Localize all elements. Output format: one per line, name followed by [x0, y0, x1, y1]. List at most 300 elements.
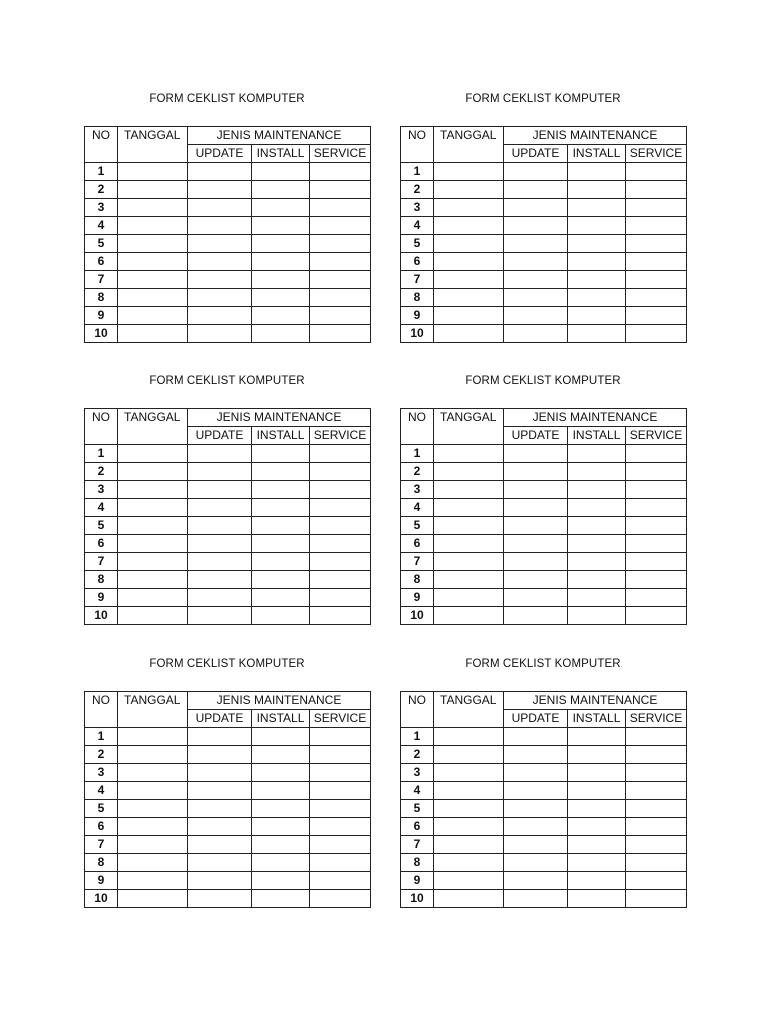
- row-number: 8: [401, 571, 434, 589]
- service-cell[interactable]: [626, 445, 687, 463]
- tanggal-cell[interactable]: [118, 217, 188, 235]
- row-number: 7: [401, 271, 434, 289]
- install-cell[interactable]: [252, 481, 310, 499]
- tanggal-cell[interactable]: [118, 607, 188, 625]
- table-row: [85, 800, 371, 818]
- tanggal-cell[interactable]: [118, 764, 188, 782]
- tanggal-cell[interactable]: [118, 445, 188, 463]
- tanggal-cell[interactable]: [434, 764, 504, 782]
- install-cell[interactable]: [252, 535, 310, 553]
- install-cell[interactable]: [252, 607, 310, 625]
- tanggal-cell[interactable]: [118, 481, 188, 499]
- tanggal-cell[interactable]: [434, 289, 504, 307]
- table-row: [85, 325, 371, 343]
- service-cell[interactable]: [626, 163, 687, 181]
- install-cell[interactable]: [252, 728, 310, 746]
- row-number: 1: [85, 163, 118, 181]
- row-number: 10: [401, 607, 434, 625]
- update-cell[interactable]: [504, 854, 568, 872]
- install-cell[interactable]: [568, 499, 626, 517]
- tanggal-cell[interactable]: [434, 890, 504, 908]
- checklist-form: [400, 658, 686, 908]
- service-cell[interactable]: [310, 890, 371, 908]
- install-cell[interactable]: [568, 535, 626, 553]
- row-number: 1: [401, 728, 434, 746]
- update-cell[interactable]: [188, 589, 252, 607]
- update-cell[interactable]: [504, 253, 568, 271]
- tanggal-cell[interactable]: [434, 517, 504, 535]
- update-cell[interactable]: [504, 764, 568, 782]
- row-number: 4: [85, 499, 118, 517]
- tanggal-cell[interactable]: [118, 253, 188, 271]
- install-cell[interactable]: [568, 481, 626, 499]
- service-cell[interactable]: [310, 571, 371, 589]
- install-cell[interactable]: [252, 764, 310, 782]
- update-cell[interactable]: [504, 782, 568, 800]
- tanggal-cell[interactable]: [434, 325, 504, 343]
- update-cell[interactable]: [188, 517, 252, 535]
- service-cell[interactable]: [310, 800, 371, 818]
- update-cell[interactable]: [188, 535, 252, 553]
- update-cell[interactable]: [188, 607, 252, 625]
- update-cell[interactable]: [188, 253, 252, 271]
- row-number: 8: [401, 289, 434, 307]
- tanggal-cell[interactable]: [118, 307, 188, 325]
- tanggal-cell[interactable]: [118, 235, 188, 253]
- install-cell[interactable]: [568, 163, 626, 181]
- tanggal-cell[interactable]: [118, 325, 188, 343]
- tanggal-cell[interactable]: [118, 589, 188, 607]
- update-cell[interactable]: [188, 463, 252, 481]
- update-cell[interactable]: [188, 800, 252, 818]
- service-cell[interactable]: [310, 235, 371, 253]
- table-row: [401, 325, 687, 343]
- install-cell[interactable]: [252, 217, 310, 235]
- service-cell[interactable]: [310, 746, 371, 764]
- tanggal-cell[interactable]: [118, 517, 188, 535]
- install-cell[interactable]: [568, 818, 626, 836]
- service-cell[interactable]: [310, 728, 371, 746]
- service-cell[interactable]: [626, 463, 687, 481]
- install-cell[interactable]: [252, 589, 310, 607]
- install-cell[interactable]: [252, 163, 310, 181]
- tanggal-cell[interactable]: [118, 872, 188, 890]
- tanggal-cell[interactable]: [434, 163, 504, 181]
- service-cell[interactable]: [626, 289, 687, 307]
- update-cell[interactable]: [188, 872, 252, 890]
- tanggal-cell[interactable]: [118, 499, 188, 517]
- update-cell[interactable]: [188, 728, 252, 746]
- service-cell[interactable]: [310, 307, 371, 325]
- install-cell[interactable]: [252, 235, 310, 253]
- service-cell[interactable]: [626, 235, 687, 253]
- update-cell[interactable]: [504, 499, 568, 517]
- tanggal-cell[interactable]: [434, 728, 504, 746]
- row-number: 4: [85, 782, 118, 800]
- service-cell[interactable]: [310, 553, 371, 571]
- service-cell[interactable]: [310, 872, 371, 890]
- tanggal-cell[interactable]: [434, 235, 504, 253]
- install-cell[interactable]: [568, 854, 626, 872]
- tanggal-cell[interactable]: [118, 854, 188, 872]
- update-cell[interactable]: [504, 481, 568, 499]
- update-cell[interactable]: [188, 764, 252, 782]
- tanggal-cell[interactable]: [434, 271, 504, 289]
- service-cell[interactable]: [626, 517, 687, 535]
- update-cell[interactable]: [504, 800, 568, 818]
- row-number: 2: [401, 181, 434, 199]
- update-cell[interactable]: [188, 571, 252, 589]
- service-cell[interactable]: [626, 199, 687, 217]
- update-cell[interactable]: [504, 571, 568, 589]
- service-cell[interactable]: [626, 535, 687, 553]
- tanggal-cell[interactable]: [434, 217, 504, 235]
- update-cell[interactable]: [188, 890, 252, 908]
- service-cell[interactable]: [310, 535, 371, 553]
- header-update: UPDATE: [188, 427, 252, 445]
- row-number: 5: [85, 517, 118, 535]
- install-cell[interactable]: [568, 800, 626, 818]
- tanggal-cell[interactable]: [118, 571, 188, 589]
- update-cell[interactable]: [504, 607, 568, 625]
- service-cell[interactable]: [626, 217, 687, 235]
- service-cell[interactable]: [626, 607, 687, 625]
- service-cell[interactable]: [626, 271, 687, 289]
- install-cell[interactable]: [252, 800, 310, 818]
- service-cell[interactable]: [626, 854, 687, 872]
- update-cell[interactable]: [188, 217, 252, 235]
- install-cell[interactable]: [568, 607, 626, 625]
- tanggal-cell[interactable]: [434, 307, 504, 325]
- tanggal-cell[interactable]: [118, 782, 188, 800]
- tanggal-cell[interactable]: [118, 163, 188, 181]
- tanggal-cell[interactable]: [434, 782, 504, 800]
- service-cell[interactable]: [626, 782, 687, 800]
- update-cell[interactable]: [504, 325, 568, 343]
- update-cell[interactable]: [504, 746, 568, 764]
- table-row: [85, 746, 371, 764]
- row-number: 7: [85, 271, 118, 289]
- install-cell[interactable]: [568, 836, 626, 854]
- install-cell[interactable]: [568, 235, 626, 253]
- update-cell[interactable]: [504, 217, 568, 235]
- update-cell[interactable]: [504, 463, 568, 481]
- update-cell[interactable]: [504, 163, 568, 181]
- update-cell[interactable]: [188, 836, 252, 854]
- tanggal-cell[interactable]: [434, 463, 504, 481]
- row-number: 3: [85, 764, 118, 782]
- row-number: 3: [401, 199, 434, 217]
- update-cell[interactable]: [188, 181, 252, 199]
- table-row: [401, 854, 687, 872]
- service-cell[interactable]: [626, 571, 687, 589]
- install-cell[interactable]: [252, 571, 310, 589]
- service-cell[interactable]: [310, 325, 371, 343]
- header-update: UPDATE: [188, 145, 252, 163]
- service-cell[interactable]: [626, 325, 687, 343]
- update-cell[interactable]: [504, 728, 568, 746]
- install-cell[interactable]: [568, 517, 626, 535]
- service-cell[interactable]: [310, 517, 371, 535]
- tanggal-cell[interactable]: [118, 890, 188, 908]
- service-cell[interactable]: [310, 854, 371, 872]
- update-cell[interactable]: [504, 181, 568, 199]
- install-cell[interactable]: [252, 307, 310, 325]
- checklist-table: [84, 126, 371, 343]
- install-cell[interactable]: [568, 728, 626, 746]
- row-number: 4: [85, 217, 118, 235]
- tanggal-cell[interactable]: [118, 199, 188, 217]
- header-row: [401, 127, 687, 145]
- install-cell[interactable]: [568, 463, 626, 481]
- tanggal-cell[interactable]: [434, 571, 504, 589]
- row-number: 7: [401, 553, 434, 571]
- update-cell[interactable]: [188, 481, 252, 499]
- service-cell[interactable]: [626, 589, 687, 607]
- tanggal-cell[interactable]: [434, 499, 504, 517]
- row-number: 1: [401, 445, 434, 463]
- service-cell[interactable]: [626, 499, 687, 517]
- table-row: [401, 253, 687, 271]
- table-row: [85, 499, 371, 517]
- install-cell[interactable]: [252, 553, 310, 571]
- table-row: [401, 163, 687, 181]
- service-cell[interactable]: [626, 746, 687, 764]
- install-cell[interactable]: [568, 553, 626, 571]
- update-cell[interactable]: [504, 307, 568, 325]
- row-number: 8: [85, 571, 118, 589]
- install-cell[interactable]: [568, 181, 626, 199]
- update-cell[interactable]: [504, 271, 568, 289]
- tanggal-cell[interactable]: [434, 199, 504, 217]
- tanggal-cell[interactable]: [434, 553, 504, 571]
- row-number: 8: [85, 289, 118, 307]
- install-cell[interactable]: [568, 890, 626, 908]
- service-cell[interactable]: [310, 818, 371, 836]
- install-cell[interactable]: [252, 289, 310, 307]
- service-cell[interactable]: [310, 253, 371, 271]
- install-cell[interactable]: [252, 890, 310, 908]
- header-jenis-maintenance: JENIS MAINTENANCE: [188, 409, 371, 427]
- header-tanggal: TANGGAL: [434, 692, 504, 728]
- row-number: 7: [401, 836, 434, 854]
- row-number: 2: [85, 746, 118, 764]
- tanggal-cell[interactable]: [434, 253, 504, 271]
- install-cell[interactable]: [568, 271, 626, 289]
- tanggal-cell[interactable]: [434, 607, 504, 625]
- update-cell[interactable]: [504, 553, 568, 571]
- tanggal-cell[interactable]: [118, 836, 188, 854]
- service-cell[interactable]: [626, 872, 687, 890]
- update-cell[interactable]: [504, 445, 568, 463]
- service-cell[interactable]: [310, 217, 371, 235]
- service-cell[interactable]: [310, 199, 371, 217]
- install-cell[interactable]: [568, 307, 626, 325]
- tanggal-cell[interactable]: [434, 589, 504, 607]
- install-cell[interactable]: [568, 782, 626, 800]
- install-cell[interactable]: [568, 445, 626, 463]
- install-cell[interactable]: [568, 289, 626, 307]
- row-number: 5: [401, 235, 434, 253]
- install-cell[interactable]: [252, 499, 310, 517]
- tanggal-cell[interactable]: [118, 800, 188, 818]
- tanggal-cell[interactable]: [118, 181, 188, 199]
- install-cell[interactable]: [252, 181, 310, 199]
- update-cell[interactable]: [188, 445, 252, 463]
- update-cell[interactable]: [504, 235, 568, 253]
- update-cell[interactable]: [188, 289, 252, 307]
- tanggal-cell[interactable]: [118, 728, 188, 746]
- tanggal-cell[interactable]: [434, 872, 504, 890]
- row-number: 9: [85, 307, 118, 325]
- install-cell[interactable]: [568, 746, 626, 764]
- tanggal-cell[interactable]: [118, 463, 188, 481]
- install-cell[interactable]: [252, 325, 310, 343]
- install-cell[interactable]: [568, 571, 626, 589]
- update-cell[interactable]: [188, 235, 252, 253]
- tanggal-cell[interactable]: [434, 746, 504, 764]
- tanggal-cell[interactable]: [118, 289, 188, 307]
- table-row: [85, 535, 371, 553]
- install-cell[interactable]: [568, 199, 626, 217]
- tanggal-cell[interactable]: [434, 481, 504, 499]
- header-update: UPDATE: [504, 710, 568, 728]
- update-cell[interactable]: [188, 746, 252, 764]
- install-cell[interactable]: [568, 325, 626, 343]
- header-install: INSTALL: [568, 427, 626, 445]
- table-row: [401, 535, 687, 553]
- install-cell[interactable]: [252, 445, 310, 463]
- header-tanggal: TANGGAL: [434, 409, 504, 445]
- update-cell[interactable]: [504, 589, 568, 607]
- service-cell[interactable]: [626, 800, 687, 818]
- update-cell[interactable]: [504, 289, 568, 307]
- install-cell[interactable]: [252, 517, 310, 535]
- tanggal-cell[interactable]: [434, 818, 504, 836]
- service-cell[interactable]: [626, 836, 687, 854]
- service-cell[interactable]: [310, 289, 371, 307]
- table-row: [401, 271, 687, 289]
- install-cell[interactable]: [568, 764, 626, 782]
- update-cell[interactable]: [188, 782, 252, 800]
- service-cell[interactable]: [626, 253, 687, 271]
- service-cell[interactable]: [310, 163, 371, 181]
- header-tanggal: TANGGAL: [118, 692, 188, 728]
- tanggal-cell[interactable]: [118, 271, 188, 289]
- tanggal-cell[interactable]: [118, 746, 188, 764]
- tanggal-cell[interactable]: [434, 836, 504, 854]
- update-cell[interactable]: [504, 535, 568, 553]
- install-cell[interactable]: [252, 854, 310, 872]
- update-cell[interactable]: [504, 199, 568, 217]
- row-number: 7: [85, 836, 118, 854]
- tanggal-cell[interactable]: [434, 854, 504, 872]
- table-row: [401, 800, 687, 818]
- update-cell[interactable]: [504, 818, 568, 836]
- service-cell[interactable]: [626, 890, 687, 908]
- table-row: [85, 271, 371, 289]
- update-cell[interactable]: [504, 872, 568, 890]
- tanggal-cell[interactable]: [434, 181, 504, 199]
- update-cell[interactable]: [188, 553, 252, 571]
- install-cell[interactable]: [252, 199, 310, 217]
- service-cell[interactable]: [626, 181, 687, 199]
- update-cell[interactable]: [188, 325, 252, 343]
- update-cell[interactable]: [504, 517, 568, 535]
- service-cell[interactable]: [310, 181, 371, 199]
- table-row: [401, 181, 687, 199]
- header-no: NO: [401, 692, 434, 728]
- service-cell[interactable]: [310, 445, 371, 463]
- service-cell[interactable]: [310, 836, 371, 854]
- service-cell[interactable]: [310, 782, 371, 800]
- install-cell[interactable]: [252, 746, 310, 764]
- install-cell[interactable]: [252, 463, 310, 481]
- service-cell[interactable]: [310, 271, 371, 289]
- update-cell[interactable]: [188, 199, 252, 217]
- install-cell[interactable]: [252, 872, 310, 890]
- table-row: [401, 746, 687, 764]
- service-cell[interactable]: [310, 463, 371, 481]
- header-update: UPDATE: [504, 427, 568, 445]
- install-cell[interactable]: [252, 782, 310, 800]
- table-row: [85, 607, 371, 625]
- service-cell[interactable]: [626, 764, 687, 782]
- row-number: 4: [401, 499, 434, 517]
- update-cell[interactable]: [188, 499, 252, 517]
- service-cell[interactable]: [626, 728, 687, 746]
- install-cell[interactable]: [568, 217, 626, 235]
- table-row: [85, 589, 371, 607]
- checklist-form: [84, 658, 370, 908]
- service-cell[interactable]: [626, 481, 687, 499]
- install-cell[interactable]: [252, 271, 310, 289]
- tanggal-cell[interactable]: [118, 818, 188, 836]
- tanggal-cell[interactable]: [434, 445, 504, 463]
- table-row: [85, 199, 371, 217]
- update-cell[interactable]: [504, 836, 568, 854]
- update-cell[interactable]: [188, 307, 252, 325]
- install-cell[interactable]: [568, 589, 626, 607]
- service-cell[interactable]: [310, 764, 371, 782]
- service-cell[interactable]: [310, 589, 371, 607]
- service-cell[interactable]: [310, 499, 371, 517]
- service-cell[interactable]: [626, 553, 687, 571]
- install-cell[interactable]: [252, 836, 310, 854]
- table-row: [85, 307, 371, 325]
- service-cell[interactable]: [310, 607, 371, 625]
- tanggal-cell[interactable]: [434, 800, 504, 818]
- tanggal-cell[interactable]: [118, 535, 188, 553]
- update-cell[interactable]: [504, 890, 568, 908]
- checklist-table: [400, 126, 687, 343]
- update-cell[interactable]: [188, 818, 252, 836]
- tanggal-cell[interactable]: [118, 553, 188, 571]
- service-cell[interactable]: [626, 307, 687, 325]
- update-cell[interactable]: [188, 854, 252, 872]
- install-cell[interactable]: [252, 253, 310, 271]
- install-cell[interactable]: [568, 253, 626, 271]
- update-cell[interactable]: [188, 163, 252, 181]
- install-cell[interactable]: [252, 818, 310, 836]
- header-row: [85, 692, 371, 710]
- service-cell[interactable]: [626, 818, 687, 836]
- table-row: [401, 589, 687, 607]
- install-cell[interactable]: [568, 872, 626, 890]
- update-cell[interactable]: [188, 271, 252, 289]
- tanggal-cell[interactable]: [434, 535, 504, 553]
- service-cell[interactable]: [310, 481, 371, 499]
